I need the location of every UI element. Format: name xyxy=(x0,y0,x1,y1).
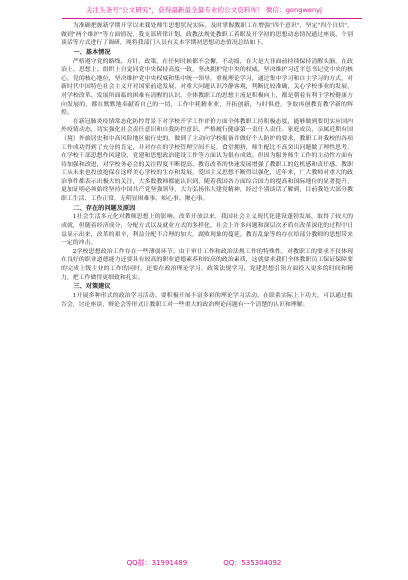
document-body xyxy=(61,22,353,550)
body-paragraph: 严格遵守党的路线、方针、政策，在任何时候都不会懈，不动摇，在大是大非面前持续保持清醒头脑，在政治上、思想上、组织上自觉同党中央保持高度一致，坚决拥护党中央的权威，坚决维护习近平总书记党中央的核心，党的核心地位，坚决维护党中央权威和集中统一领导，重视理论学习，通过集中学习和自主学习的方式，对新时代中国特色社会主义开对国家前途发展，对重大问题认识冷静客观，判断比较准确，关心学校事业的发展，对学校改革、发展所面临的困难有清醒的认识，全体教职工的思想主流是积极向上，都是朝着有利于学校健康方向发展的，都在默默地奉献着自己的一切，工作中耗精业业，开拓创新，与时俱进，争取再创教育教学新的辉煌。 xyxy=(61,58,353,117)
section-heading: 三、对策建议 xyxy=(73,283,111,291)
top-banner: 关注头条号"公文研究"，获得最新最全最专业的公文资料库！ 微信：gongwenyj xyxy=(85,5,323,14)
body-paragraph: 在新冠肺炎疫情常态化防控背景下对学校开学工作评价方面全体教职工持积极态度，能够做到要切实应国内外疫情动态，切实强化社会责任意识和自我防控意识，严格履行健康第一责任人责任。家庭成员，亲属近期有国（境）外旅居史和中高风险地区旅行史的，做到了主动向学校报备并做好个人防护的要求，教职工对我校的各项工作成功得到了充分的肯定，并对存在的学校管理空间不足，食堂拥挤，师生配比不高突出问题做了理性思考，在学校干部思想作风建设，党建和思想政治建设工作等方面认为很有成效。但因为服务师生工作的主动性方面有待加强和改进，对学校务必会的关注程度不断提高，教育改革的快速发展增强了教职工的危机感和责任感，教职工从未来也投放抢保在这样美心学校的生存和发展，爱国主义思想不断得以强化，近年来，广大教师对重大的政治事件都表示出极大的关注，大多数教师都能认识到，随着我国各方面综合国力的提高和国际地位的显著提升，更加证明必须始终坚持中国共产党坚强领导，大力弘扬伟大建党精神，经过个别谈话了解到，目前我处大部分教职工生活、工作正常，无明显困难事、烦心事、揪心事。 xyxy=(61,118,353,203)
section-heading: 二、存在的问题及原因 xyxy=(73,204,136,212)
footer xyxy=(0,558,408,572)
body-paragraph: 2学校思想政治工作存在一些薄弱环节。由于审计工作和政治法规工作的特殊性，对教职工的要求不仅体现在良好的职业道德能力还要具有较高的职业道德素养和较高的政治素质，这就要求我们全体教职员工保证保障要的完成上级主业的工作的同时，还要在政治理论学习，政策法规学习，党建思想引领方面投入更多的时间和精力，把工作做得更细致和扎实。 xyxy=(61,248,353,281)
intro-paragraph: 为准确把握新学期开学以来我处师生思想状况实际，及时掌握教职工在增强"四个意识"，坚定"四个自信"，做到"两个维护"等方面情况，我支部班律计划，政教法规处教职工着眼及开学初的思想动态情况通过座谈、个别谈话等方式进行了调研，现将我部门人员有关本学期初思想动态情况总结如下。 xyxy=(61,23,353,47)
body-paragraph: 1社会生活多元化对教师思想上的影响。改革开放以来，我国社会主义现代化建设蓬勃发展，取得了较大的成就，但随着经济成分，分配方式以及就业方式的多样化，社会上许多问题和深层次矛盾在改革深化的过程中日益显示出来，改革的艰辛，利益分配不合理的加大，腐败现象的蔓延，教育乱象等的存在给部分教师的思想带来一定的冲击。 xyxy=(61,214,353,247)
qq-number: QQ：535304092 xyxy=(223,559,282,567)
banner-divider xyxy=(62,18,362,19)
body-paragraph: 1开展多种形式的政治学习活动。要积极开展丰富多彩的理论学习活动。在联系实际上下功夫，可以通过报告会，讨论座谈，辩论会等形式让教职工对一些重大的政治理论问题有一个清楚的认识和理解。 xyxy=(61,293,353,308)
section-heading: 一、基本情况 xyxy=(73,48,111,56)
qq-group-number: QQ群：31991489 xyxy=(126,559,188,567)
